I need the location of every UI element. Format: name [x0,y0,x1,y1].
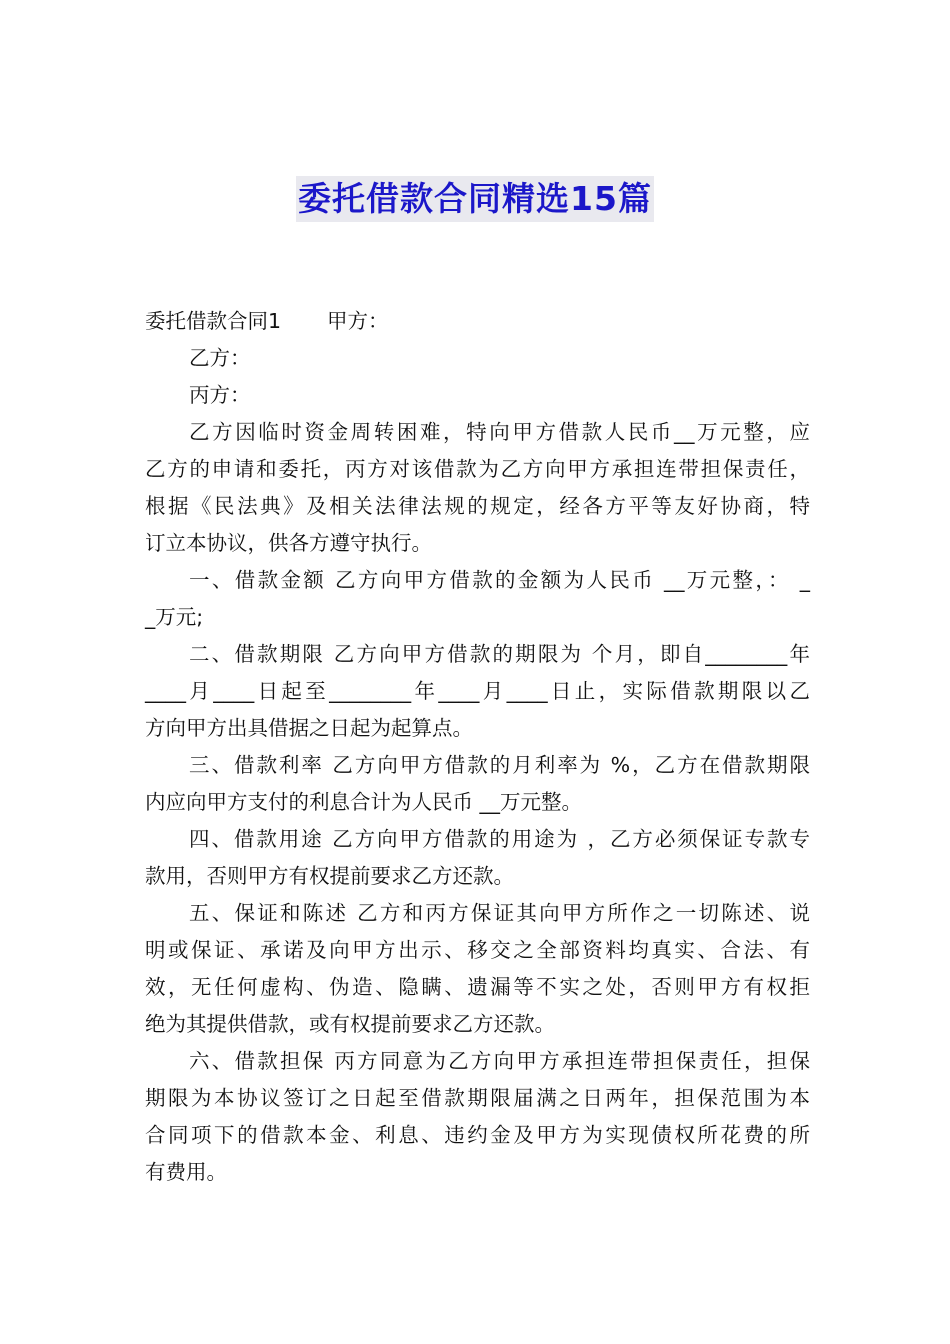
document-body [145,303,810,1191]
text-line: 丙方： [189,383,251,407]
text-line: 效，无任何虚构、伪造、隐瞒、遗漏等不实之处，否则甲方有权拒 [145,975,810,999]
party-a-label: 甲方： [327,309,389,333]
text-line: 方向甲方出具借据之日起为起算点。 [145,716,473,740]
text-line: ____月____日起至________年____月____日止，实际借款期限以乙 [145,679,810,703]
title-container [0,176,950,222]
text-line: 五、保证和陈述 乙方和丙方保证其向甲方所作之一切陈述、说 [189,901,810,925]
text-line: 内应向甲方支付的利息合计为人民币 __万元整。 [145,790,583,814]
text-line: _万元; [145,605,204,629]
text-line: 款用，否则甲方有权提前要求乙方还款。 [145,864,514,888]
text-line: 乙方的申请和委托，丙方对该借款为乙方向甲方承担连带担保责任， [145,457,810,481]
text-line: 乙方： [189,346,251,370]
text-line: 明或保证、承诺及向甲方出示、移交之全部资料均真实、合法、有 [145,938,810,962]
text-line: 三、借款利率 乙方向甲方借款的月利率为 %，乙方在借款期限 [189,753,810,777]
document-title: 委托借款合同精选15篇 [296,176,654,222]
text-line: 四、借款用途 乙方向甲方借款的用途为 ，乙方必须保证专款专 [189,827,810,851]
text-line: 乙方因临时资金周转困难，特向甲方借款人民币__万元整，应 [189,420,810,444]
text-line: 有费用。 [145,1160,227,1184]
spacer [281,303,327,340]
paragraph-lines [145,340,810,1191]
text-line: 二、借款期限 乙方向甲方借款的期限为 个月，即自________年 [189,642,810,666]
text-line: 合同项下的借款本金、利息、违约金及甲方为实现债权所花费的所 [145,1123,810,1147]
first-line [145,303,810,340]
text-line: 六、借款担保 丙方同意为乙方向甲方承担连带担保责任，担保 [189,1049,810,1073]
text-line: 绝为其提供借款，或有权提前要求乙方还款。 [145,1012,555,1036]
text-line: 一、借款金额 乙方向甲方借款的金额为人民币 __万元整，： _ [189,568,810,592]
contract-name: 委托借款合同1 [145,309,282,333]
text-line: 订立本协议，供各方遵守执行。 [145,531,432,555]
text-line: 期限为本协议签订之日起至借款期限届满之日两年，担保范围为本 [145,1086,810,1110]
text-line: 根据《民法典》及相关法律法规的规定，经各方平等友好协商，特 [145,494,810,518]
